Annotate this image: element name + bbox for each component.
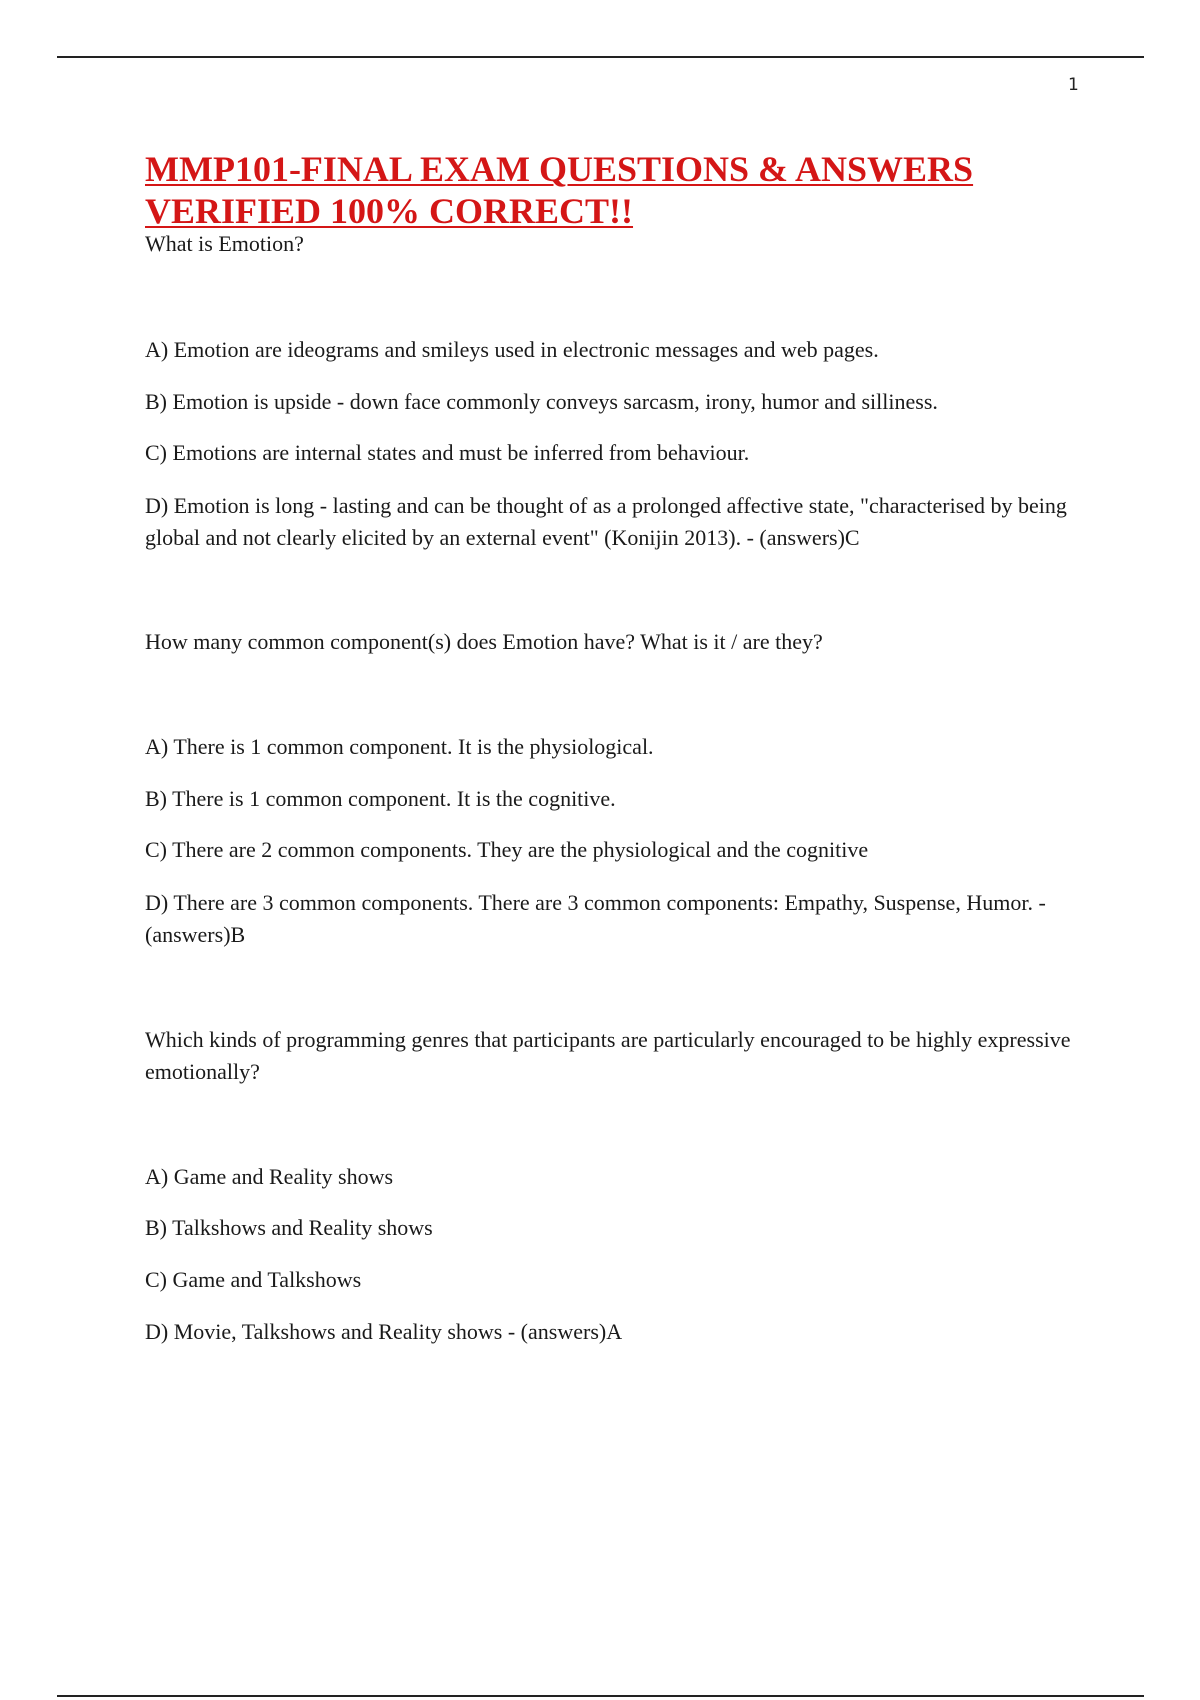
question-3-option-b: B) Talkshows and Reality shows xyxy=(145,1215,433,1240)
question-2-option-a: A) There is 1 common component. It is the physiological. xyxy=(145,734,654,759)
question-3-option-d: D) Movie, Talkshows and Reality shows - (answers)A xyxy=(145,1319,623,1344)
question-2-text: How many common component(s) does Emotion have? What is it / are they? xyxy=(145,629,823,654)
question-2-option-c: C) There are 2 common components. They are the physiological and the cognitive xyxy=(145,837,869,862)
document-title xyxy=(145,148,1095,232)
question-3-option-c: C) Game and Talkshows xyxy=(145,1267,362,1292)
bottom-divider xyxy=(57,1695,1144,1697)
question-1-text: What is Emotion? xyxy=(145,231,304,256)
question-3-text: Which kinds of programming genres that participants are particularly encouraged to be highly expressive emotionally? xyxy=(145,1027,1071,1084)
page-number: 1 xyxy=(1068,75,1079,95)
question-2-option-d: D) There are 3 common components. There are 3 common components: Empathy, Suspense, Humor. - (answers)B xyxy=(145,890,1046,947)
question-1-option-d: D) Emotion is long - lasting and can be thought of as a prolonged affective state, "characterised by being global and not clearly elicited by an external event" (Konijin 2013). - (answers)C xyxy=(145,493,1067,550)
question-2-option-b: B) There is 1 common component. It is the cognitive. xyxy=(145,786,616,811)
question-1-option-c: C) Emotions are internal states and must be inferred from behaviour. xyxy=(145,440,750,465)
top-divider xyxy=(57,56,1144,58)
title-line-2: VERIFIED 100% CORRECT!! xyxy=(145,191,634,231)
question-1-option-a: A) Emotion are ideograms and smileys used in electronic messages and web pages. xyxy=(145,337,879,362)
title-line-1: MMP101-FINAL EXAM QUESTIONS & ANSWERS xyxy=(145,149,974,189)
question-3-option-a: A) Game and Reality shows xyxy=(145,1164,394,1189)
question-1-option-b: B) Emotion is upside - down face commonly conveys sarcasm, irony, humor and silliness. xyxy=(145,389,938,414)
